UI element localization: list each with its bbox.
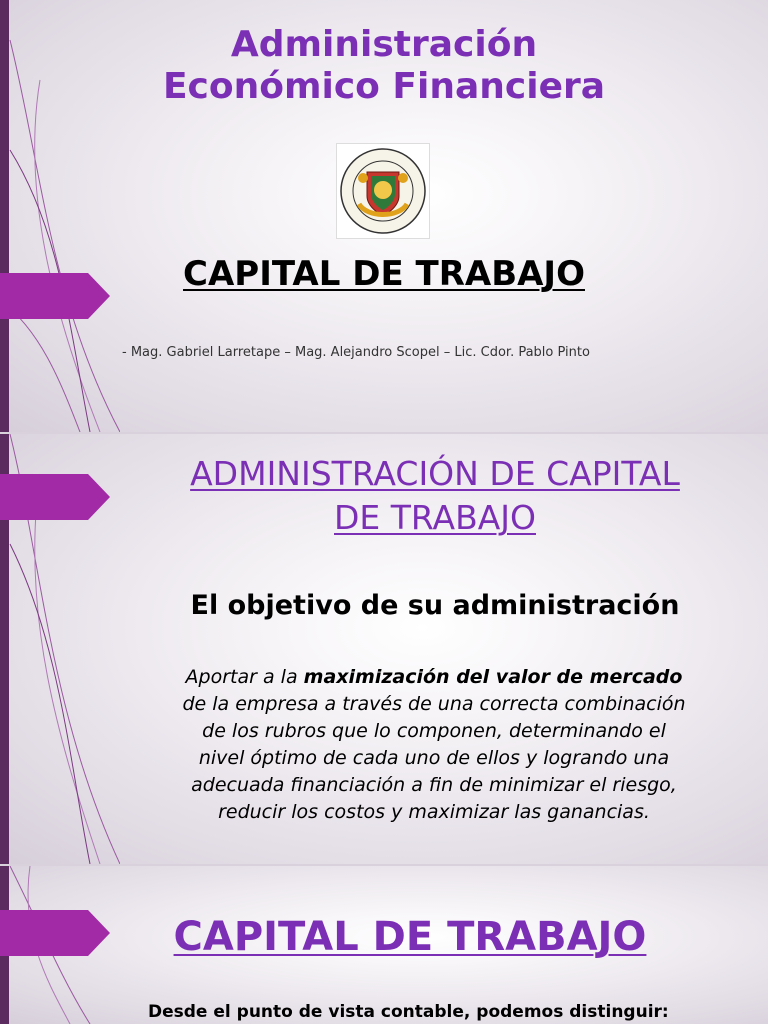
slide-administracion bbox=[0, 434, 768, 864]
slide2-heading: El objetivo de su administración bbox=[190, 590, 680, 621]
university-logo bbox=[336, 143, 430, 239]
slide3-title: CAPITAL DE TRABAJO bbox=[173, 914, 647, 960]
slide2-paragraph: Aportar a la maximización del valor de mercado de la empresa a través de una correcta combinación de los rubros que lo componen, determinando el nivel óptimo de cada uno de ellos y logrando una adecuada financiación a fin de minimizar el riesgo, reducir los costos y maximizar las ganancias. bbox=[182, 666, 686, 823]
slide3-text: Desde el punto de vista contable, podemos distinguir: bbox=[148, 1002, 669, 1022]
slide2-title: ADMINISTRACIÓN DE CAPITAL DE TRABAJO bbox=[190, 454, 680, 537]
authors-line: - Mag. Gabriel Larretape – Mag. Alejandro Scopel – Lic. Cdor. Pablo Pinto bbox=[122, 345, 590, 360]
main-title bbox=[0, 24, 768, 108]
main-title-line1: Administración bbox=[230, 24, 538, 65]
slide-capital-de-trabajo bbox=[0, 866, 768, 1024]
slide-tab-marker bbox=[0, 474, 110, 520]
slide-tab-marker bbox=[0, 910, 110, 956]
main-title-line2: Económico Financiera bbox=[162, 66, 606, 107]
presentation-subtitle: CAPITAL DE TRABAJO bbox=[183, 254, 585, 294]
slide-title bbox=[0, 0, 768, 432]
